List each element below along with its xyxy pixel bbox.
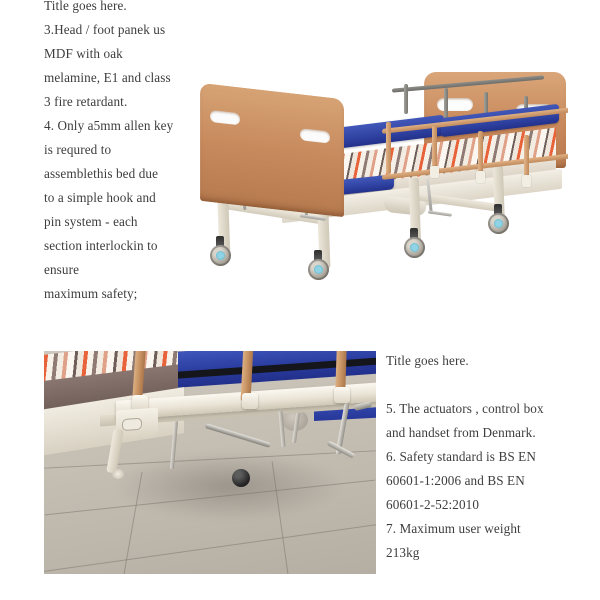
side-rail-clip — [476, 171, 485, 183]
detail-bracket-dial — [122, 418, 142, 431]
left-line-5: 4. Only a5mm allen key — [44, 118, 174, 133]
right-spacer — [386, 373, 576, 397]
right-title: Title goes here. — [386, 353, 469, 368]
left-line-8: to a simple hook and — [44, 190, 156, 205]
right-text-block — [386, 349, 576, 565]
right-line-2: and handset from Denmark. — [386, 425, 536, 440]
near-side-rail — [382, 106, 568, 192]
left-line-12: maximum safety; — [44, 286, 138, 301]
detail-rail-clip — [242, 393, 258, 409]
caster-hub — [216, 251, 225, 260]
bed-detail-image — [44, 351, 376, 574]
right-line-3: 6. Safety standard is BS EN — [386, 449, 536, 464]
footboard-panel — [200, 83, 344, 217]
left-line-10: section interlockin to — [44, 238, 158, 253]
left-title: Title goes here. — [44, 0, 127, 13]
left-line-3: melamine, E1 and class — [44, 70, 171, 85]
footboard-handle-slot — [210, 110, 240, 125]
side-rail-clip — [522, 175, 531, 187]
bed-product-image — [196, 58, 568, 290]
right-line-6: 7. Maximum user weight — [386, 521, 521, 536]
side-rail-post — [386, 122, 391, 174]
left-line-7: assemblethis bed due — [44, 166, 159, 181]
right-line-1: 5. The actuators , control box — [386, 401, 544, 416]
detail-leg-foot — [112, 469, 124, 479]
left-line-9: pin system - each — [44, 214, 138, 229]
caster-hub — [314, 265, 323, 274]
right-line-7: 213kg — [386, 545, 420, 560]
right-line-4: 60601-1:2006 and BS EN — [386, 473, 525, 488]
chrome-linkage — [428, 210, 452, 216]
caster-hub — [494, 219, 503, 228]
left-line-4: 3 fire retardant. — [44, 94, 128, 109]
left-line-11: ensure — [44, 262, 80, 277]
detail-lever-knob — [232, 469, 250, 487]
left-text-block — [44, 0, 204, 306]
left-line-1: 3.Head / foot panek us — [44, 22, 166, 37]
footboard-handle-slot — [300, 128, 330, 143]
detail-rail-clip — [334, 387, 350, 403]
caster-hub — [410, 243, 419, 252]
side-rail-clip — [430, 166, 439, 178]
side-rail-top-bar — [382, 107, 568, 134]
side-rail-bottom-bar — [382, 153, 568, 180]
left-line-6: is requred to — [44, 142, 112, 157]
right-line-5: 60601-2-52:2010 — [386, 497, 480, 512]
left-line-2: MDF with oak — [44, 46, 123, 61]
